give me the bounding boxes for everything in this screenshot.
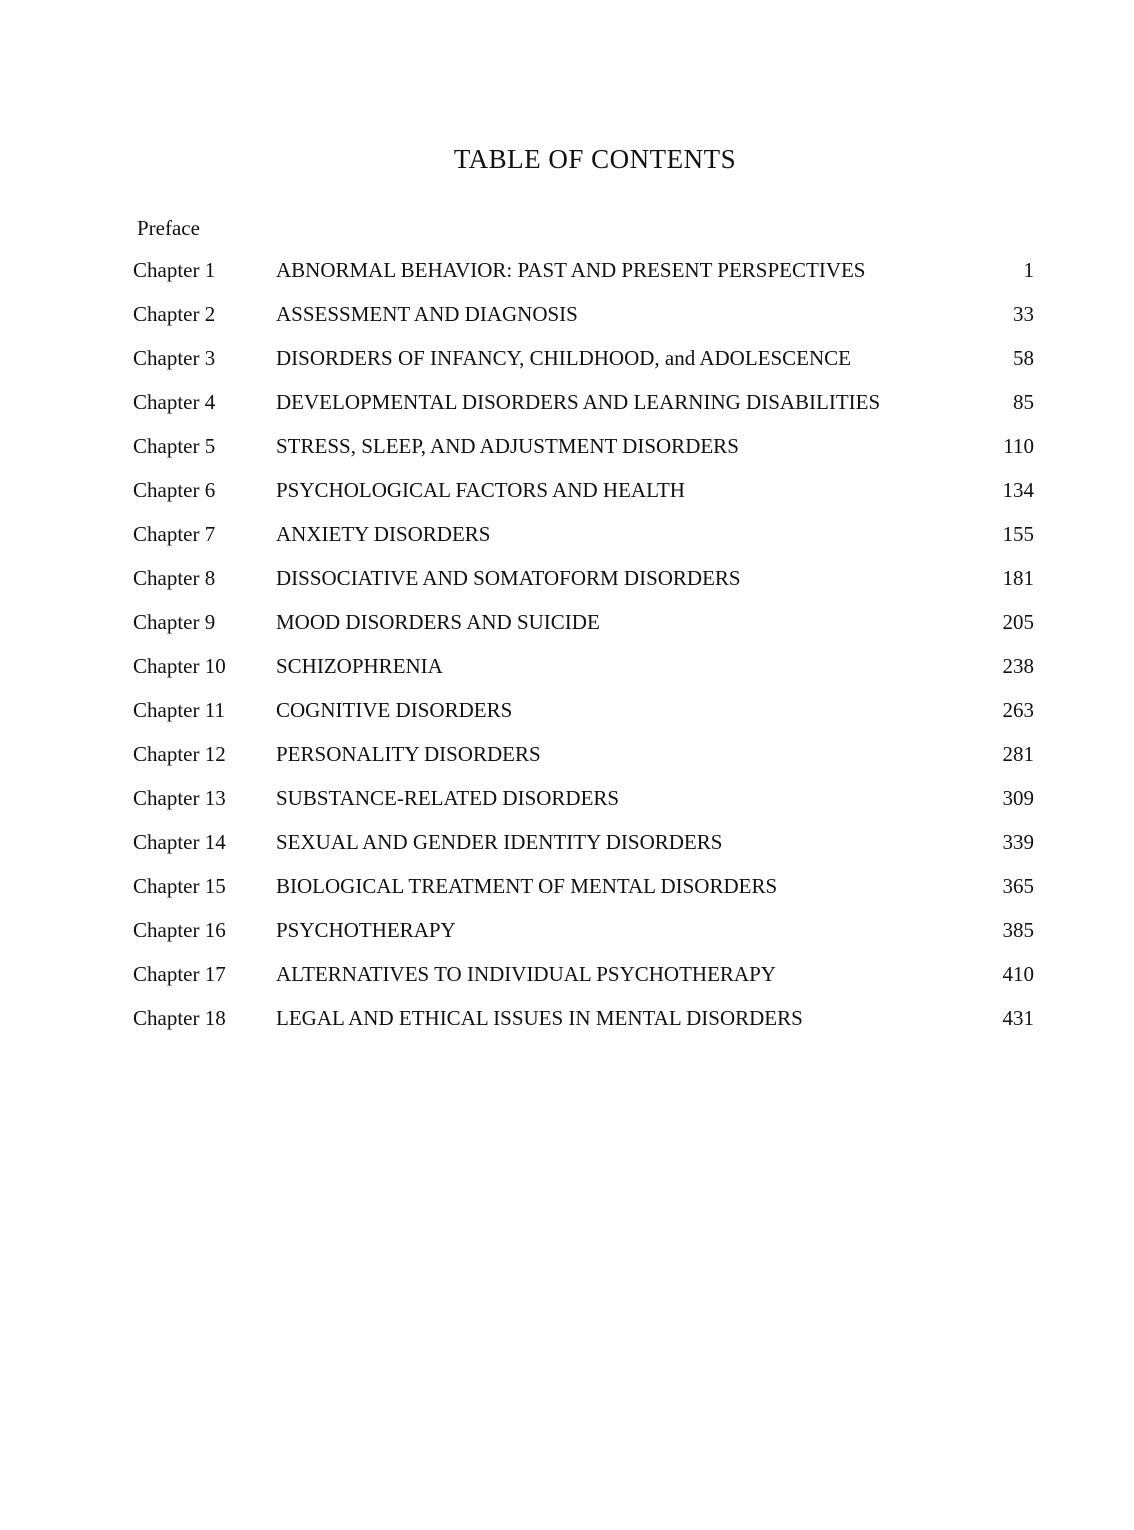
toc-entry [0, 786, 1134, 830]
chapter-title: DEVELOPMENTAL DISORDERS AND LEARNING DISABILITIES [276, 390, 881, 414]
chapter-title: ANXIETY DISORDERS [276, 522, 491, 546]
page-number: 410 [1002, 962, 1034, 986]
chapter-title: MOOD DISORDERS AND SUICIDE [276, 610, 600, 634]
toc-entry [0, 566, 1134, 610]
page-number: 238 [1002, 654, 1034, 678]
page-number: 365 [1002, 874, 1034, 898]
page-number: 281 [1002, 742, 1034, 766]
chapter-label: Chapter 16 [133, 918, 226, 942]
page-number: 263 [1002, 698, 1034, 722]
page-number: 58 [1013, 346, 1034, 370]
chapter-title: COGNITIVE DISORDERS [276, 698, 513, 722]
toc-entry [0, 610, 1134, 654]
toc-entry [0, 258, 1134, 302]
chapter-label: Chapter 3 [133, 346, 216, 370]
chapter-title: PSYCHOLOGICAL FACTORS AND HEALTH [276, 478, 685, 502]
chapter-label: Chapter 1 [133, 258, 216, 282]
chapter-title: BIOLOGICAL TREATMENT OF MENTAL DISORDERS [276, 874, 778, 898]
chapter-label: Chapter 11 [133, 698, 225, 722]
chapter-label: Chapter 6 [133, 478, 216, 502]
toc-entry [0, 434, 1134, 478]
chapter-title: ASSESSMENT AND DIAGNOSIS [276, 302, 578, 326]
toc-entry [0, 390, 1134, 434]
page-number: 339 [1002, 830, 1034, 854]
toc-entry [0, 962, 1134, 1006]
chapter-label: Chapter 9 [133, 610, 216, 634]
chapter-title: STRESS, SLEEP, AND ADJUSTMENT DISORDERS [276, 434, 739, 458]
toc-entry [0, 346, 1134, 390]
chapter-title: SEXUAL AND GENDER IDENTITY DISORDERS [276, 830, 723, 854]
chapter-label: Chapter 7 [133, 522, 216, 546]
chapter-label: Chapter 2 [133, 302, 216, 326]
page-number: 85 [1013, 390, 1034, 414]
page-number: 1 [1023, 258, 1034, 282]
page-number: 385 [1002, 918, 1034, 942]
chapter-title: DISORDERS OF INFANCY, CHILDHOOD, and ADOLESCENCE [276, 346, 852, 370]
chapter-label: Chapter 10 [133, 654, 226, 678]
chapter-title: SUBSTANCE-RELATED DISORDERS [276, 786, 620, 810]
page-number: 309 [1002, 786, 1034, 810]
toc-entry [0, 1006, 1134, 1050]
toc-entry [0, 874, 1134, 918]
chapter-label: Chapter 15 [133, 874, 226, 898]
chapter-title: ALTERNATIVES TO INDIVIDUAL PSYCHOTHERAPY [276, 962, 776, 986]
chapter-title: DISSOCIATIVE AND SOMATOFORM DISORDERS [276, 566, 741, 590]
chapter-label: Chapter 5 [133, 434, 216, 458]
chapter-title: ABNORMAL BEHAVIOR: PAST AND PRESENT PERSPECTIVES [276, 258, 866, 282]
chapter-title: SCHIZOPHRENIA [276, 654, 443, 678]
toc-entry [0, 302, 1134, 346]
preface-entry: Preface [137, 216, 200, 240]
chapter-title: PSYCHOTHERAPY [276, 918, 456, 942]
toc-entry [0, 698, 1134, 742]
chapter-label: Chapter 4 [133, 390, 216, 414]
page-number: 33 [1013, 302, 1034, 326]
chapter-label: Chapter 12 [133, 742, 226, 766]
toc-entry [0, 522, 1134, 566]
page-number: 181 [1002, 566, 1034, 590]
chapter-title: LEGAL AND ETHICAL ISSUES IN MENTAL DISORDERS [276, 1006, 803, 1030]
page-number: 205 [1002, 610, 1034, 634]
page-number: 431 [1002, 1006, 1034, 1030]
chapter-label: Chapter 14 [133, 830, 226, 854]
toc-entry [0, 918, 1134, 962]
chapter-label: Chapter 17 [133, 962, 226, 986]
chapter-label: Chapter 18 [133, 1006, 226, 1030]
toc-list [0, 258, 1134, 1050]
toc-entry [0, 654, 1134, 698]
toc-entry [0, 742, 1134, 786]
page-title: TABLE OF CONTENTS [453, 144, 737, 174]
chapter-label: Chapter 8 [133, 566, 216, 590]
toc-entry [0, 478, 1134, 522]
chapter-title: PERSONALITY DISORDERS [276, 742, 541, 766]
page-number: 134 [1002, 478, 1034, 502]
page-number: 155 [1002, 522, 1034, 546]
page-number: 110 [1003, 434, 1034, 458]
chapter-label: Chapter 13 [133, 786, 226, 810]
toc-entry [0, 830, 1134, 874]
